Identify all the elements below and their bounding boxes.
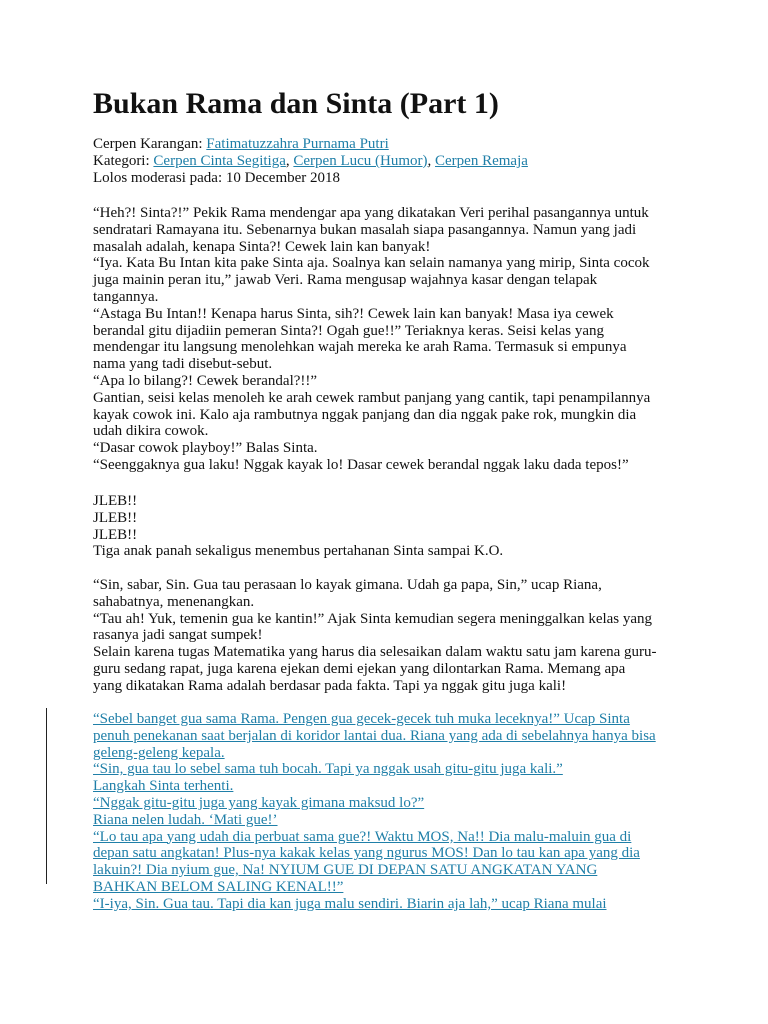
- story-link-line[interactable]: Langkah Sinta terhenti.: [93, 778, 234, 795]
- blockquote-rule: [46, 708, 47, 884]
- story-line: masalah adalah, kenapa Sinta?! Cewek lain kan banyak!: [93, 238, 431, 255]
- story-line: kayak cowok ini. Kalo aja rambutnya nggak panjang dan dia nggak pake rok, mungkin dia: [93, 406, 637, 423]
- category-label: Kategori:: [93, 153, 154, 169]
- story-link-line[interactable]: Riana nelen ludah. ‘Mati gue!’: [93, 811, 278, 828]
- story-link-line[interactable]: “Lo tau apa yang udah dia perbuat sama gue?! Waktu MOS, Na!! Dia malu-maluin gua di: [93, 828, 632, 845]
- story-line: “Iya. Kata Bu Intan kita pake Sinta aja. Soalnya kan selain namanya yang mirip, Sinta cocok: [93, 255, 650, 272]
- story-section-2: [93, 493, 503, 560]
- story-link-line[interactable]: penuh penekanan saat berjalan di koridor lantai dua. Riana yang ada di sebelahnya hanya bisa: [93, 727, 656, 744]
- story-link-line[interactable]: “I-iya, Sin. Gua tau. Tapi dia kan juga malu sendiri. Biarin aja lah,” ucap Riana mulai: [93, 895, 607, 912]
- story-line: sahabatnya, menenangkan.: [93, 593, 255, 610]
- article-meta: [93, 136, 528, 187]
- story-link-line[interactable]: “Nggak gitu-gitu juga yang kayak gimana maksud lo?”: [93, 794, 425, 811]
- story-line: rasanya jadi sangat sumpek!: [93, 627, 263, 644]
- story-line: nama yang tadi disebut-sebut.: [93, 356, 273, 373]
- category-separator: ,: [427, 153, 436, 169]
- story-link-line[interactable]: “Sin, gua tau lo sebel sama tuh bocah. Tapi ya nggak usah gitu-gitu juga kali.”: [93, 761, 563, 778]
- story-line: “Heh?! Sinta?!” Pekik Rama mendengar apa yang dikatakan Veri perihal pasangannya untuk: [93, 205, 649, 221]
- category-separator: ,: [285, 153, 294, 169]
- story-line: mendengar itu langsung menolehkan wajah mereka ke arah Rama. Termasuk si empunya: [93, 339, 627, 356]
- moderation-date: Lolos moderasi pada: 10 December 2018: [93, 170, 341, 186]
- story-link-line[interactable]: BAHKAN BELOM SALING KENAL!!”: [93, 878, 344, 895]
- category-link-cinta-segitiga[interactable]: Cerpen Cinta Segitiga: [153, 153, 286, 169]
- story-line: Tiga anak panah sekaligus menembus pertahanan Sinta sampai K.O.: [93, 543, 504, 560]
- story-line: “Dasar cowok playboy!” Balas Sinta.: [93, 440, 318, 457]
- story-line: Gantian, seisi kelas menoleh ke arah cewek rambut panjang yang cantik, tapi penampilannya: [93, 389, 651, 406]
- story-line: yang dikatakan Rama adalah berdasar pada fakta. Tapi ya nggak gitu juga kali!: [93, 677, 567, 694]
- story-link-line[interactable]: depan satu angkatan! Plus-nya kakak kelas yang ngurus MOS! Dan lo tau kan apa yang dia: [93, 845, 640, 862]
- story-line: tangannya.: [93, 288, 159, 305]
- story-section-3: [93, 577, 657, 695]
- story-line: guru sedang rapat, juga karena ejekan demi ejekan yang dilontarkan Rama. Memang apa: [93, 660, 626, 677]
- story-line: udah dikira cowok.: [93, 423, 209, 440]
- story-line: JLEB!!: [93, 493, 138, 509]
- author-line: [93, 136, 528, 153]
- author-link[interactable]: Fatimatuzzahra Purnama Putri: [206, 136, 389, 152]
- story-line: sendratari Ramayana itu. Sebenarnya bukan masalah siapa pasangannya. Namun yang jadi: [93, 221, 637, 238]
- story-line: “Apa lo bilang?! Cewek berandal?!!”: [93, 372, 318, 389]
- story-link-line[interactable]: geleng-geleng kepala.: [93, 744, 225, 761]
- story-line: “Seenggaknya gua laku! Nggak kayak lo! Dasar cewek berandal nggak laku dada tepos!”: [93, 456, 629, 473]
- story-section-1: [93, 205, 650, 474]
- author-label: Cerpen Karangan:: [93, 136, 207, 152]
- category-line: [93, 153, 528, 170]
- story-line: “Astaga Bu Intan!! Kenapa harus Sinta, sih?! Cewek lain kan banyak! Masa iya cewek: [93, 305, 614, 322]
- category-link-remaja[interactable]: Cerpen Remaja: [435, 153, 528, 169]
- story-link-line[interactable]: “Sebel banget gua sama Rama. Pengen gua gecek-gecek tuh muka leceknya!” Ucap Sinta: [93, 711, 630, 727]
- story-link-line[interactable]: lakuin?! Dia nyium gue, Na! NYIUM GUE DI DEPAN SATU ANGKATAN YANG: [93, 862, 598, 879]
- story-line: JLEB!!: [93, 509, 138, 526]
- story-line: Selain karena tugas Matematika yang harus dia selesaikan dalam waktu satu jam karena guru-: [93, 644, 657, 661]
- story-line: juga mainin peran itu,” jawab Veri. Rama mengusap wajahnya kasar dengan telapak: [93, 272, 598, 289]
- category-link-lucu[interactable]: Cerpen Lucu (Humor): [293, 153, 428, 169]
- story-line: berandal gitu dijadiin pemeran Sinta?! Ogah gue!!” Teriaknya keras. Seisi kelas yang: [93, 322, 604, 339]
- story-line: “Tau ah! Yuk, temenin gua ke kantin!” Ajak Sinta kemudian segera meninggalkan kelas yang: [93, 610, 653, 627]
- story-section-4: [93, 711, 656, 913]
- story-line: “Sin, sabar, Sin. Gua tau perasaan lo kayak gimana. Udah ga papa, Sin,” ucap Riana,: [93, 577, 602, 593]
- story-line: JLEB!!: [93, 526, 138, 543]
- page-title: Bukan Rama dan Sinta (Part 1): [93, 87, 499, 120]
